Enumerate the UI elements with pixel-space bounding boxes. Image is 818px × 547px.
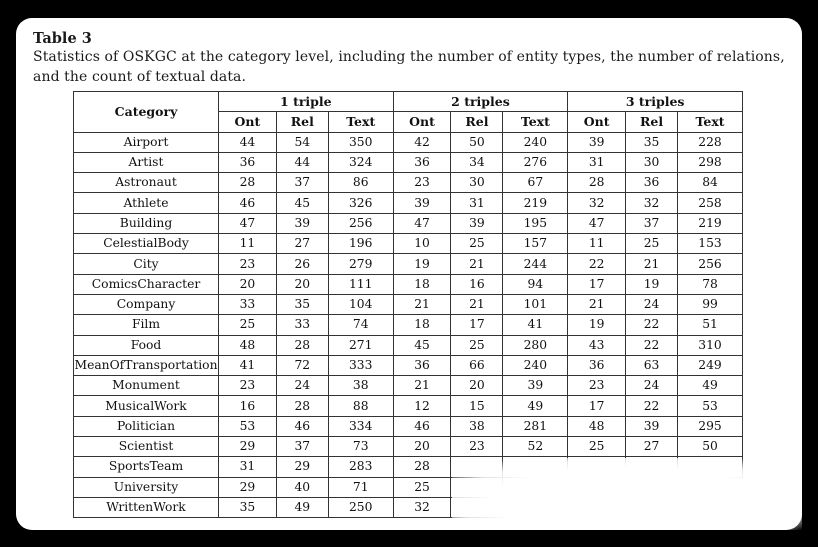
value-cell: 48 <box>219 335 277 355</box>
value-cell: 25 <box>219 315 277 335</box>
value-cell: 32 <box>626 193 678 213</box>
value-cell: 23 <box>568 376 626 396</box>
value-cell: 37 <box>626 213 678 233</box>
value-cell: 276 <box>503 152 568 172</box>
group-header-2-triples: 2 triples <box>393 92 568 112</box>
value-cell: 283 <box>328 457 393 477</box>
value-cell: 21 <box>451 254 503 274</box>
value-cell: 49 <box>276 497 328 517</box>
category-cell: Film <box>74 315 219 335</box>
value-cell: 334 <box>328 416 393 436</box>
value-cell: 29 <box>219 437 277 457</box>
value-cell: 30 <box>451 173 503 193</box>
value-cell: 17 <box>568 274 626 294</box>
value-cell: 63 <box>626 355 678 375</box>
value-cell: 27 <box>626 437 678 457</box>
value-cell: 219 <box>503 193 568 213</box>
value-cell: 25 <box>626 234 678 254</box>
value-cell: 41 <box>503 315 568 335</box>
value-cell: 39 <box>568 132 626 152</box>
value-cell: 25 <box>451 335 503 355</box>
table-row <box>74 254 743 274</box>
value-cell: 21 <box>393 376 451 396</box>
value-cell: 34 <box>451 152 503 172</box>
value-cell: 21 <box>451 294 503 314</box>
value-cell: 249 <box>678 355 743 375</box>
value-cell: 36 <box>626 173 678 193</box>
value-cell: 30 <box>626 152 678 172</box>
value-cell: 71 <box>328 477 393 497</box>
value-cell: 22 <box>626 335 678 355</box>
category-cell: SportsTeam <box>74 457 219 477</box>
value-cell: 47 <box>393 213 451 233</box>
value-cell: 17 <box>568 396 626 416</box>
value-cell: 333 <box>328 355 393 375</box>
table-row <box>74 355 743 375</box>
value-cell: 74 <box>328 315 393 335</box>
category-cell: Athlete <box>74 193 219 213</box>
value-cell: 350 <box>328 132 393 152</box>
table-row <box>74 416 743 436</box>
value-cell: 94 <box>503 274 568 294</box>
sub-header-rel: Rel <box>451 112 503 132</box>
table-row <box>74 437 743 457</box>
value-cell: 35 <box>626 132 678 152</box>
value-cell: 240 <box>503 132 568 152</box>
table-row <box>74 173 743 193</box>
value-cell: 73 <box>328 437 393 457</box>
value-cell: 39 <box>276 213 328 233</box>
category-cell: MusicalWork <box>74 396 219 416</box>
table-label: Table 3 <box>33 30 92 47</box>
value-cell: 33 <box>219 294 277 314</box>
table-row <box>74 376 743 396</box>
category-cell: Astronaut <box>74 173 219 193</box>
value-cell: 31 <box>219 457 277 477</box>
value-cell: 23 <box>451 437 503 457</box>
value-cell: 99 <box>678 294 743 314</box>
value-cell: 36 <box>568 355 626 375</box>
value-cell: 46 <box>219 193 277 213</box>
table-row <box>74 294 743 314</box>
value-cell: 153 <box>678 234 743 254</box>
value-cell: 41 <box>219 355 277 375</box>
value-cell: 19 <box>393 254 451 274</box>
value-cell: 86 <box>328 173 393 193</box>
value-cell: 38 <box>328 376 393 396</box>
value-cell: 28 <box>393 457 451 477</box>
sub-header-rel: Rel <box>276 112 328 132</box>
category-cell: Building <box>74 213 219 233</box>
value-cell: 157 <box>503 234 568 254</box>
value-cell: 88 <box>328 396 393 416</box>
value-cell: 45 <box>276 193 328 213</box>
value-cell: 21 <box>393 294 451 314</box>
table-row <box>74 132 743 152</box>
value-cell: 219 <box>678 213 743 233</box>
value-cell: 281 <box>503 416 568 436</box>
value-cell: 54 <box>276 132 328 152</box>
value-cell: 21 <box>568 294 626 314</box>
value-cell: 29 <box>276 457 328 477</box>
value-cell: 36 <box>219 152 277 172</box>
value-cell: 26 <box>276 254 328 274</box>
value-cell: 250 <box>328 497 393 517</box>
value-cell: 280 <box>503 335 568 355</box>
value-cell: 53 <box>219 416 277 436</box>
value-cell: 44 <box>276 152 328 172</box>
value-cell: 33 <box>276 315 328 335</box>
value-cell: 46 <box>393 416 451 436</box>
value-cell: 52 <box>503 437 568 457</box>
category-cell: Company <box>74 294 219 314</box>
value-cell: 35 <box>219 497 277 517</box>
category-cell: WrittenWork <box>74 497 219 517</box>
value-cell: 39 <box>626 416 678 436</box>
value-cell: 324 <box>328 152 393 172</box>
value-cell: 53 <box>678 396 743 416</box>
value-cell: 78 <box>678 274 743 294</box>
value-cell: 16 <box>451 274 503 294</box>
group-header-3-triples: 3 triples <box>568 92 743 112</box>
value-cell: 37 <box>276 437 328 457</box>
table-row <box>74 315 743 335</box>
value-cell: 40 <box>276 477 328 497</box>
caption-text: Statistics of OSKGC at the category level, including the number of entity types, the number of relations, and the count of textual data. <box>33 49 785 85</box>
category-cell: Food <box>74 335 219 355</box>
value-cell: 31 <box>568 152 626 172</box>
category-cell: Monument <box>74 376 219 396</box>
category-cell: City <box>74 254 219 274</box>
value-cell: 49 <box>678 376 743 396</box>
value-cell: 39 <box>451 213 503 233</box>
value-cell: 19 <box>568 315 626 335</box>
value-cell: 25 <box>568 437 626 457</box>
value-cell: 195 <box>503 213 568 233</box>
value-cell: 39 <box>503 376 568 396</box>
value-cell: 36 <box>393 355 451 375</box>
value-cell: 10 <box>393 234 451 254</box>
value-cell: 111 <box>328 274 393 294</box>
value-cell: 28 <box>568 173 626 193</box>
value-cell: 49 <box>503 396 568 416</box>
value-cell: 18 <box>393 274 451 294</box>
table-row <box>74 396 743 416</box>
value-cell: 29 <box>219 477 277 497</box>
value-cell: 16 <box>219 396 277 416</box>
category-cell: Airport <box>74 132 219 152</box>
sub-header-text: Text <box>328 112 393 132</box>
value-cell: 25 <box>451 234 503 254</box>
value-cell: 12 <box>393 396 451 416</box>
value-cell: 28 <box>276 335 328 355</box>
value-cell: 21 <box>626 254 678 274</box>
value-cell: 28 <box>219 173 277 193</box>
category-header: Category <box>74 92 219 133</box>
value-cell: 20 <box>451 376 503 396</box>
value-cell: 48 <box>568 416 626 436</box>
value-cell: 36 <box>393 152 451 172</box>
value-cell: 24 <box>626 294 678 314</box>
value-cell: 38 <box>451 416 503 436</box>
value-cell: 22 <box>568 254 626 274</box>
category-cell: MeanOfTransportation <box>74 355 219 375</box>
value-cell: 50 <box>451 132 503 152</box>
value-cell: 32 <box>393 497 451 517</box>
category-cell: ComicsCharacter <box>74 274 219 294</box>
value-cell: 271 <box>328 335 393 355</box>
category-cell: University <box>74 477 219 497</box>
sub-header-text: Text <box>503 112 568 132</box>
value-cell: 22 <box>626 315 678 335</box>
table-row <box>74 213 743 233</box>
category-cell: Scientist <box>74 437 219 457</box>
table-row <box>74 274 743 294</box>
value-cell: 37 <box>276 173 328 193</box>
value-cell: 72 <box>276 355 328 375</box>
value-cell: 24 <box>626 376 678 396</box>
value-cell: 51 <box>678 315 743 335</box>
category-cell: CelestialBody <box>74 234 219 254</box>
group-header-row <box>74 92 743 112</box>
value-cell: 84 <box>678 173 743 193</box>
value-cell: 67 <box>503 173 568 193</box>
value-cell: 256 <box>328 213 393 233</box>
value-cell: 258 <box>678 193 743 213</box>
value-cell: 23 <box>219 254 277 274</box>
value-cell: 27 <box>276 234 328 254</box>
value-cell: 11 <box>219 234 277 254</box>
value-cell: 31 <box>451 193 503 213</box>
value-cell: 228 <box>678 132 743 152</box>
value-cell: 20 <box>276 274 328 294</box>
value-cell: 20 <box>393 437 451 457</box>
value-cell: 47 <box>219 213 277 233</box>
value-cell: 45 <box>393 335 451 355</box>
value-cell: 28 <box>276 396 328 416</box>
value-cell: 47 <box>568 213 626 233</box>
value-cell: 24 <box>276 376 328 396</box>
table-row <box>74 335 743 355</box>
value-cell: 42 <box>393 132 451 152</box>
category-cell: Politician <box>74 416 219 436</box>
statistics-table <box>73 91 743 518</box>
sub-header-rel: Rel <box>626 112 678 132</box>
value-cell: 23 <box>219 376 277 396</box>
value-cell: 19 <box>626 274 678 294</box>
value-cell: 196 <box>328 234 393 254</box>
value-cell: 35 <box>276 294 328 314</box>
value-cell: 44 <box>219 132 277 152</box>
faded-region <box>452 458 802 530</box>
value-cell: 295 <box>678 416 743 436</box>
value-cell: 46 <box>276 416 328 436</box>
value-cell: 279 <box>328 254 393 274</box>
value-cell: 32 <box>568 193 626 213</box>
value-cell: 310 <box>678 335 743 355</box>
value-cell: 18 <box>393 315 451 335</box>
value-cell: 298 <box>678 152 743 172</box>
value-cell: 66 <box>451 355 503 375</box>
value-cell: 240 <box>503 355 568 375</box>
sub-header-ont: Ont <box>568 112 626 132</box>
value-cell: 17 <box>451 315 503 335</box>
value-cell: 244 <box>503 254 568 274</box>
table-row <box>74 193 743 213</box>
sub-header-ont: Ont <box>393 112 451 132</box>
sub-header-ont: Ont <box>219 112 277 132</box>
group-header-1-triple: 1 triple <box>219 92 394 112</box>
value-cell: 50 <box>678 437 743 457</box>
value-cell: 25 <box>393 477 451 497</box>
value-cell: 22 <box>626 396 678 416</box>
document-card <box>16 18 802 530</box>
sub-header-text: Text <box>678 112 743 132</box>
table-caption <box>33 30 793 87</box>
value-cell: 326 <box>328 193 393 213</box>
value-cell: 101 <box>503 294 568 314</box>
table-row <box>74 152 743 172</box>
value-cell: 39 <box>393 193 451 213</box>
value-cell: 23 <box>393 173 451 193</box>
value-cell: 104 <box>328 294 393 314</box>
category-cell: Artist <box>74 152 219 172</box>
value-cell: 20 <box>219 274 277 294</box>
value-cell: 256 <box>678 254 743 274</box>
value-cell: 43 <box>568 335 626 355</box>
table-row <box>74 234 743 254</box>
value-cell: 11 <box>568 234 626 254</box>
value-cell: 15 <box>451 396 503 416</box>
